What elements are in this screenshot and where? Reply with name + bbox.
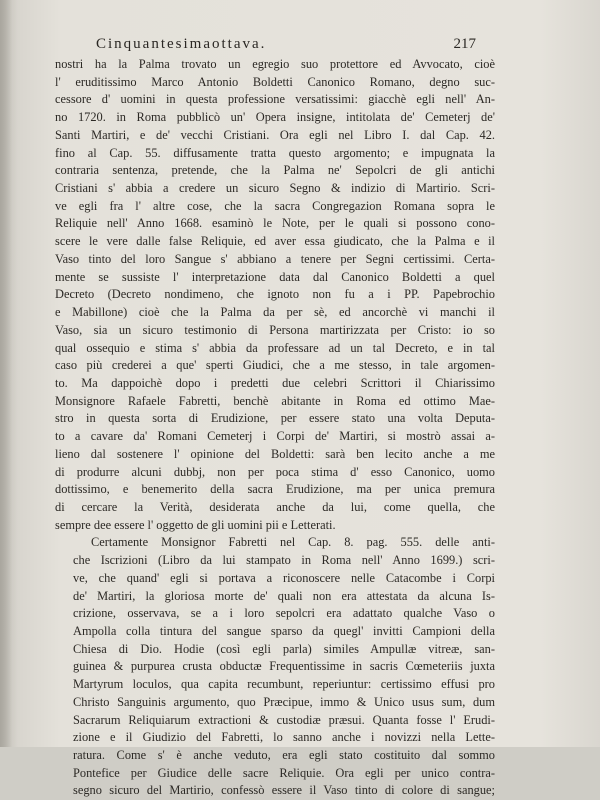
page-gutter-shadow [0,0,12,747]
text-line: dottissimo, e benemerito della sacra Erudizione, ma per unica premura [55,482,495,497]
text-line: de' Martiri, la gloriosa morte de' quali non era attestata da alcuna Is- [73,588,495,603]
text-line: Decreto (Decreto nondimeno, che ignoto non fu a i PP. Papebrochio [55,287,495,302]
text-line: Christo Sanguinis argumento, quo Præcipue, immo & Unico usus sum, dum [73,694,495,709]
text-line: stro in questa sorta di Erudizione, per essere stato una volta Deputa- [55,411,495,426]
text-line: qual ossequio e stima s' abbia da professare ad un tal Decreto, e in tal [55,340,495,355]
text-line: Reliquie nell' Anno 1668. esaminò le Note, per le quali si possono cono- [55,216,495,231]
text-line: zione e il Giudizio del Fabretti, lo sanno anche i novizzi nella Lette- [73,730,495,745]
text-line: Certamente Monsignor Fabretti nel Cap. 8. pag. 555. delle anti- [91,535,495,550]
text-line: Martyrum loculos, qua capita recumbunt, reperiuntur: certissimo effusi pro [73,677,495,692]
text-line: guinea & purpurea crusta obductæ Frequentissime in sacris Cœmeteriis juxta [73,659,495,674]
running-header [96,36,476,53]
text-line: to. Ma dappoichè dopo i predetti due celebri Scrittori il Chiarissimo [55,375,495,390]
text-line: Monsignore Rafaele Fabretti, benchè abitante in Roma ed ottimo Mae- [55,393,495,408]
text-line: caso più crederei a que' sperti Giudici, che a me stesso, in tale argomen- [55,358,495,373]
text-line: e Mabillone) cioè che la Palma da per sè, ed ancorchè vi manchi il [55,305,495,320]
text-line: sempre dee essere l' oggetto de gli uomini pii e Letterati. [55,517,336,532]
text-line: ve egli fra l' altre cose, che la sacra Congregazion Romana sopra le [55,198,495,213]
body-text [55,56,495,800]
text-line: to a cavare da' Romani Cemeterj i Corpi de' Martiri, si mostrò assai a- [55,429,495,444]
text-line: ratura. Come s' è anche veduto, era egli stato costituito dal sommo [73,748,495,763]
text-line: di produrre alcuni dubbj, non per poca stima d' esso Canonico, uomo [55,464,495,479]
text-line: nostri ha la Palma trovato un egregio suo protettore ed Avvocato, cioè [55,57,495,71]
text-line: Santi Martiri, e de' vecchi Cristiani. Ora egli nel Libro I. dal Cap. 42. [55,127,495,142]
paragraph-1 [55,56,495,534]
text-line: l' eruditissimo Marco Antonio Boldetti Canonico Romano, degno suc- [55,74,495,89]
text-line: contraria sentenza, pretende, che la Palma ne' Sepolcri de gli antichi [55,163,495,178]
text-line: segno sicuro del Martirio, confessò essere il Vaso tinto di colore di sangue; [73,783,495,798]
text-line: mente se sussiste l' interpretazione data dal Canonico Boldetti a quel [55,269,495,284]
running-title: Cinquantesimaottava. [96,36,267,52]
text-line: crizione, osservava, se a i loro sepolcri era adattato qualche Vaso o [73,606,495,621]
text-line: ve, che quand' egli si portava a riconoscere nelle Catacombe i Corpi [73,570,495,585]
text-line: che Iscrizioni (Libro da lui stampato in Roma nell' Anno 1699.) scri- [73,553,495,568]
paragraph-2 [55,534,495,800]
text-line: Vaso tinto del loro Sangue s' abbiano a tenere per Segni certissimi. Certa- [55,251,495,266]
text-line: no 1720. in Roma pubblicò un' Opera insigne, intitolata de' Cemeterj de' [55,110,495,125]
text-line: Cristiani s' abbia a credere un sicuro Segno & indizio di Martirio. Scri- [55,181,495,196]
text-line: Sacrarum Reliquiarum extractioni & custodiæ præsui. Quanta fosse l' Erudi- [73,712,495,727]
text-line: Ampolla colla tintura del sangue sparso da quegl' invitti Campioni della [73,624,495,638]
text-line: lieno dal sostenere l' opinione del Boldetti: sarà ben lecito anche a me [55,446,495,461]
text-line: Vaso, sia un sicuro testimonio di Persona martirizzata per Cristo: io so [55,322,495,337]
text-line: di cercare la Verità, desiderata anche da lui, come quella, che [55,499,495,514]
text-line: cessore d' uomini in questa professione versatissimi: giacchè egli nell' An- [55,92,495,107]
text-line: fino al Cap. 55. diffusamente tratta questo argomento; e impugnata la [55,145,495,160]
page-number: 217 [453,36,476,52]
text-line: Chiesa di Dio. Hodie (così egli parla) similes Ampullæ vitreæ, san- [73,641,495,656]
text-line: Pontefice per Giudice delle sacre Reliquie. Ora egli per unico contra- [73,765,495,780]
text-line: scere le vere dalle false Reliquie, ed aver essa giudicato, che la Palma e il [55,234,495,249]
